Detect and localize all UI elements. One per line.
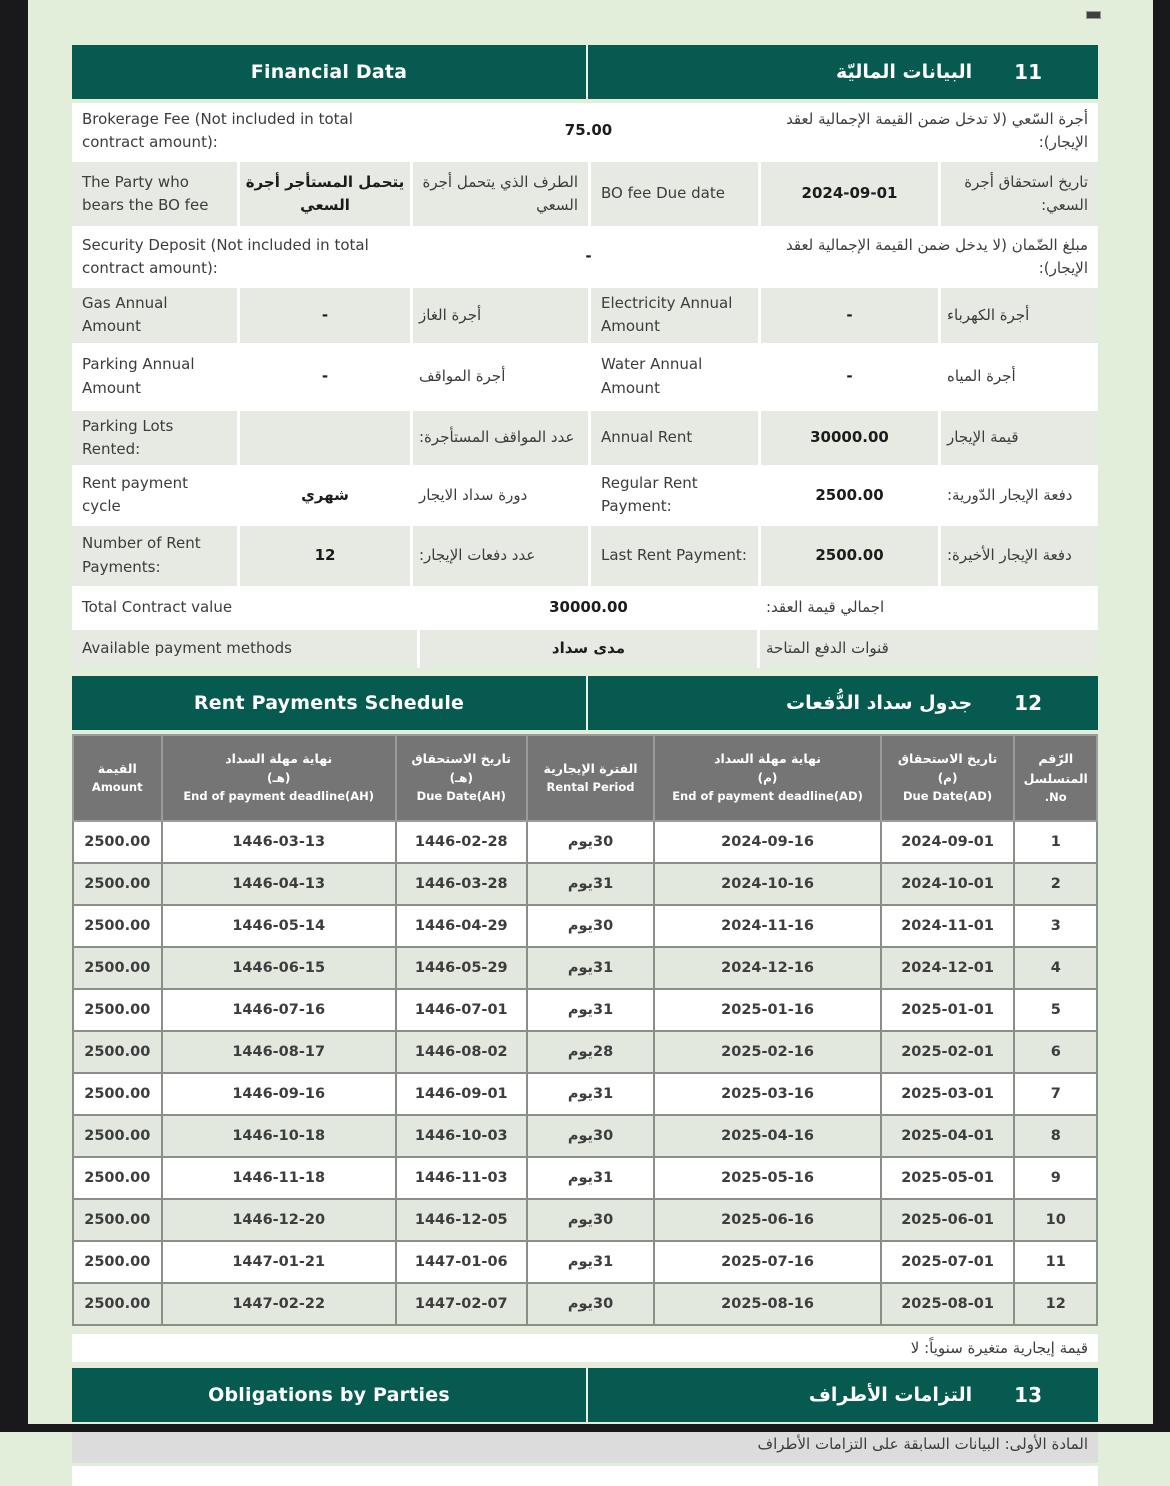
label-ar: عدد دفعات الإيجار: xyxy=(413,526,588,586)
label-en: Annual Rent xyxy=(591,411,758,466)
label-en: Security Deposit (Not included in total contract amount): xyxy=(72,229,417,285)
due-date-ah-cell: 1446-10-03 xyxy=(396,1115,527,1157)
due-date-ah-cell: 1446-07-01 xyxy=(396,989,527,1031)
label-ar: قيمة الإيجار xyxy=(941,411,1098,466)
end-deadline-ad-cell: 2025-04-16 xyxy=(654,1115,880,1157)
label-ar: دفعة الإيجار الأخيرة: xyxy=(941,526,1098,586)
amount-cell: 2500.00 xyxy=(73,1283,162,1325)
amount-cell: 2500.00 xyxy=(73,905,162,947)
label-ar: دفعة الإيجار الدّورية: xyxy=(941,468,1098,523)
schedule-row xyxy=(73,989,1097,1031)
label-en: BO fee Due date xyxy=(591,162,758,226)
label-en: Regular Rent Payment: xyxy=(591,468,758,523)
amount-cell: 2500.00 xyxy=(73,1241,162,1283)
label-ar: أجرة المواقف xyxy=(413,346,588,408)
label-en: Rent payment cycle xyxy=(72,468,237,523)
value: يتحمل المستأجر أجرة السعي xyxy=(240,162,410,226)
financial-row xyxy=(72,346,1098,408)
label-en: Available payment methods xyxy=(72,630,417,668)
schedule-header xyxy=(72,676,1098,730)
label-ar: تاريخ استحقاق أجرة السعي: xyxy=(941,162,1098,226)
value: - xyxy=(240,288,410,343)
section-title-ar: البيانات الماليّة xyxy=(835,61,973,83)
end-deadline-ah-cell: 1447-02-22 xyxy=(162,1283,396,1325)
schedule-col-header: تاريخ الاستحقاق (هـ) Due Date(AH) xyxy=(396,735,527,821)
due-date-ah-cell: 1447-02-07 xyxy=(396,1283,527,1325)
amount-cell: 2500.00 xyxy=(73,1073,162,1115)
schedule-row xyxy=(73,1073,1097,1115)
rental-period-cell: 31يوم xyxy=(527,1241,655,1283)
financial-section xyxy=(72,45,1098,668)
end-deadline-ah-cell: 1446-10-18 xyxy=(162,1115,396,1157)
end-deadline-ad-cell: 2025-02-16 xyxy=(654,1031,880,1073)
due-date-ah-cell: 1447-01-06 xyxy=(396,1241,527,1283)
amount-cell: 2500.00 xyxy=(73,1199,162,1241)
label-ar: مبلغ الضّمان (لا يدخل ضمن القيمة الإجمالية لعقد الإيجار): xyxy=(760,229,1098,285)
label-ar: أجرة الكهرباء xyxy=(941,288,1098,343)
due-date-ad-cell: 2025-06-01 xyxy=(881,1199,1015,1241)
schedule-row xyxy=(73,821,1097,863)
end-deadline-ad-cell: 2025-06-16 xyxy=(654,1199,880,1241)
label-en: Parking Lots Rented: xyxy=(72,411,237,466)
schedule-row xyxy=(73,863,1097,905)
section-gap xyxy=(72,668,1098,676)
value: 30000.00 xyxy=(761,411,938,466)
financial-row xyxy=(72,526,1098,586)
schedule-row xyxy=(73,1115,1097,1157)
row-number-cell: 11 xyxy=(1014,1241,1097,1283)
due-date-ah-cell: 1446-04-29 xyxy=(396,905,527,947)
end-deadline-ad-cell: 2025-05-16 xyxy=(654,1157,880,1199)
row-number-cell: 10 xyxy=(1014,1199,1097,1241)
row-number-cell: 6 xyxy=(1014,1031,1097,1073)
schedule-col-header: نهاية مهلة السداد (هـ) End of payment deadline(AH) xyxy=(162,735,396,821)
end-deadline-ah-cell: 1446-05-14 xyxy=(162,905,396,947)
row-number-cell: 4 xyxy=(1014,947,1097,989)
schedule-section xyxy=(72,676,1098,1362)
due-date-ad-cell: 2024-09-01 xyxy=(881,821,1015,863)
rental-period-cell: 30يوم xyxy=(527,1115,655,1157)
section-number: 12 xyxy=(1014,690,1042,715)
section-title-ar: التزامات الأطراف xyxy=(808,1383,973,1406)
value: مدى سداد xyxy=(420,630,757,668)
end-deadline-ah-cell: 1446-08-17 xyxy=(162,1031,396,1073)
financial-row xyxy=(72,288,1098,343)
end-deadline-ah-cell: 1446-11-18 xyxy=(162,1157,396,1199)
amount-cell: 2500.00 xyxy=(73,1157,162,1199)
financial-rows xyxy=(72,103,1098,668)
due-date-ah-cell: 1446-12-05 xyxy=(396,1199,527,1241)
rental-period-cell: 31يوم xyxy=(527,947,655,989)
label-ar: أجرة المياه xyxy=(941,346,1098,408)
end-deadline-ad-cell: 2025-03-16 xyxy=(654,1073,880,1115)
schedule-row xyxy=(73,1031,1097,1073)
label-ar: أجرة الغاز xyxy=(413,288,588,343)
rental-period-cell: 31يوم xyxy=(527,863,655,905)
obligations-header xyxy=(72,1368,1098,1422)
label-en: Parking Annual Amount xyxy=(72,346,237,408)
end-deadline-ad-cell: 2024-11-16 xyxy=(654,905,880,947)
schedule-table xyxy=(72,734,1098,1326)
rental-period-cell: 28يوم xyxy=(527,1031,655,1073)
financial-row xyxy=(72,162,1098,226)
financial-row xyxy=(72,468,1098,523)
value: 30000.00 xyxy=(420,589,757,627)
rental-period-cell: 31يوم xyxy=(527,1157,655,1199)
due-date-ah-cell: 1446-09-01 xyxy=(396,1073,527,1115)
label-en: Last Rent Payment: xyxy=(591,526,758,586)
financial-row xyxy=(72,589,1098,627)
value: 2500.00 xyxy=(761,468,938,523)
label-en: Electricity Annual Amount xyxy=(591,288,758,343)
value: 2024-09-01 xyxy=(761,162,938,226)
amount-cell: 2500.00 xyxy=(73,1115,162,1157)
end-deadline-ah-cell: 1446-06-15 xyxy=(162,947,396,989)
end-deadline-ad-cell: 2025-07-16 xyxy=(654,1241,880,1283)
schedule-col-header: الفترة الإيجارية Rental Period xyxy=(527,735,655,821)
amount-cell: 2500.00 xyxy=(73,821,162,863)
value xyxy=(240,411,410,466)
amount-cell: 2500.00 xyxy=(73,989,162,1031)
label-en: Total Contract value xyxy=(72,589,417,627)
rental-period-cell: 30يوم xyxy=(527,1199,655,1241)
obligations-article: المادة الأولى: البيانات السابقة على التزامات الأطراف xyxy=(757,1434,1088,1453)
rental-period-cell: 30يوم xyxy=(527,1283,655,1325)
due-date-ad-cell: 2025-07-01 xyxy=(881,1241,1015,1283)
value: 2500.00 xyxy=(761,526,938,586)
schedule-col-header: القيمة Amount xyxy=(73,735,162,821)
schedule-col-header: تاريخ الاستحقاق (م) Due Date(AD) xyxy=(881,735,1015,821)
frame-edge-right xyxy=(1153,0,1170,1432)
row-number-cell: 5 xyxy=(1014,989,1097,1031)
document-content xyxy=(72,45,1098,1486)
due-date-ad-cell: 2024-11-01 xyxy=(881,905,1015,947)
end-deadline-ah-cell: 1446-07-16 xyxy=(162,989,396,1031)
financial-header xyxy=(72,45,1098,99)
schedule-col-header: نهاية مهلة السداد (م) End of payment deadline(AD) xyxy=(654,735,880,821)
schedule-header-right xyxy=(588,676,1098,730)
schedule-row xyxy=(73,1199,1097,1241)
financial-row xyxy=(72,411,1098,466)
schedule-row xyxy=(73,1283,1097,1325)
section-number: 13 xyxy=(1014,1382,1042,1407)
row-number-cell: 12 xyxy=(1014,1283,1097,1325)
section-number: 11 xyxy=(1014,60,1042,84)
row-number-cell: 9 xyxy=(1014,1157,1097,1199)
schedule-header-left xyxy=(72,676,588,730)
variable-rent-note: قيمة إيجارية متغيرة سنوياً: لا xyxy=(910,1338,1088,1357)
end-deadline-ah-cell: 1446-12-20 xyxy=(162,1199,396,1241)
label-en: The Party who bears the BO fee xyxy=(72,162,237,226)
due-date-ad-cell: 2025-03-01 xyxy=(881,1073,1015,1115)
label-ar: عدد المواقف المستأجرة: xyxy=(413,411,588,466)
due-date-ad-cell: 2024-12-01 xyxy=(881,947,1015,989)
end-deadline-ah-cell: 1446-03-13 xyxy=(162,821,396,863)
end-deadline-ad-cell: 2024-10-16 xyxy=(654,863,880,905)
label-ar: قنوات الدفع المتاحة xyxy=(760,630,1098,668)
amount-cell: 2500.00 xyxy=(73,947,162,989)
due-date-ah-cell: 1446-03-28 xyxy=(396,863,527,905)
due-date-ad-cell: 2025-08-01 xyxy=(881,1283,1015,1325)
value: - xyxy=(420,229,757,285)
label-en: Number of Rent Payments: xyxy=(72,526,237,586)
financial-header-left xyxy=(72,45,588,99)
label-en: Brokerage Fee (Not included in total contract amount): xyxy=(72,103,417,159)
value: - xyxy=(761,288,938,343)
rental-period-cell: 31يوم xyxy=(527,1073,655,1115)
label-en: Water Annual Amount xyxy=(591,346,758,408)
due-date-ad-cell: 2024-10-01 xyxy=(881,863,1015,905)
end-deadline-ad-cell: 2024-12-16 xyxy=(654,947,880,989)
financial-row xyxy=(72,103,1098,159)
financial-row xyxy=(72,630,1098,668)
value: 75.00 xyxy=(420,103,757,159)
end-deadline-ad-cell: 2025-01-16 xyxy=(654,989,880,1031)
label-ar: أجرة السّعي (لا تدخل ضمن القيمة الإجمالية لعقد الإيجار): xyxy=(760,103,1098,159)
blank-row xyxy=(72,1466,1098,1486)
value: 12 xyxy=(240,526,410,586)
schedule-row xyxy=(73,1157,1097,1199)
label-en: Gas Annual Amount xyxy=(72,288,237,343)
schedule-col-header: الرّقم المتسلسل .No xyxy=(1014,735,1097,821)
schedule-row xyxy=(73,947,1097,989)
value: - xyxy=(761,346,938,408)
row-number-cell: 7 xyxy=(1014,1073,1097,1115)
row-number-cell: 8 xyxy=(1014,1115,1097,1157)
end-deadline-ah-cell: 1447-01-21 xyxy=(162,1241,396,1283)
amount-cell: 2500.00 xyxy=(73,863,162,905)
row-number-cell: 1 xyxy=(1014,821,1097,863)
due-date-ah-cell: 1446-08-02 xyxy=(396,1031,527,1073)
label-ar: دورة سداد الايجار xyxy=(413,468,588,523)
value: شهري xyxy=(240,468,410,523)
rental-period-cell: 30يوم xyxy=(527,905,655,947)
end-deadline-ah-cell: 1446-09-16 xyxy=(162,1073,396,1115)
due-date-ah-cell: 1446-05-29 xyxy=(396,947,527,989)
due-date-ad-cell: 2025-04-01 xyxy=(881,1115,1015,1157)
frame-edge-bottom xyxy=(0,1424,1170,1432)
end-deadline-ad-cell: 2024-09-16 xyxy=(654,821,880,863)
section-title-en: Rent Payments Schedule xyxy=(193,691,465,714)
due-date-ad-cell: 2025-05-01 xyxy=(881,1157,1015,1199)
rental-period-cell: 30يوم xyxy=(527,821,655,863)
schedule-header-row xyxy=(73,735,1097,821)
obligations-header-left xyxy=(72,1368,588,1422)
label-ar: اجمالي قيمة العقد: xyxy=(760,589,1098,627)
rental-period-cell: 31يوم xyxy=(527,989,655,1031)
due-date-ad-cell: 2025-01-01 xyxy=(881,989,1015,1031)
schedule-row xyxy=(73,1241,1097,1283)
end-deadline-ad-cell: 2025-08-16 xyxy=(654,1283,880,1325)
value: - xyxy=(240,346,410,408)
variable-rent-note-row xyxy=(72,1334,1098,1362)
section-title-ar: جدول سداد الدُّفعات xyxy=(786,691,973,714)
row-number-cell: 3 xyxy=(1014,905,1097,947)
financial-header-right xyxy=(588,45,1098,99)
amount-cell: 2500.00 xyxy=(73,1031,162,1073)
schedule-row xyxy=(73,905,1097,947)
due-date-ad-cell: 2025-02-01 xyxy=(881,1031,1015,1073)
dash-mark xyxy=(1086,11,1101,19)
financial-row xyxy=(72,229,1098,285)
due-date-ah-cell: 1446-02-28 xyxy=(396,821,527,863)
end-deadline-ah-cell: 1446-04-13 xyxy=(162,863,396,905)
due-date-ah-cell: 1446-11-03 xyxy=(396,1157,527,1199)
label-ar: الطرف الذي يتحمل أجرة السعي xyxy=(413,162,588,226)
row-number-cell: 2 xyxy=(1014,863,1097,905)
section-title-en: Obligations by Parties xyxy=(208,1383,450,1406)
frame-edge-left xyxy=(0,0,28,1432)
obligations-header-right xyxy=(588,1368,1098,1422)
section-title-en: Financial Data xyxy=(250,61,408,83)
